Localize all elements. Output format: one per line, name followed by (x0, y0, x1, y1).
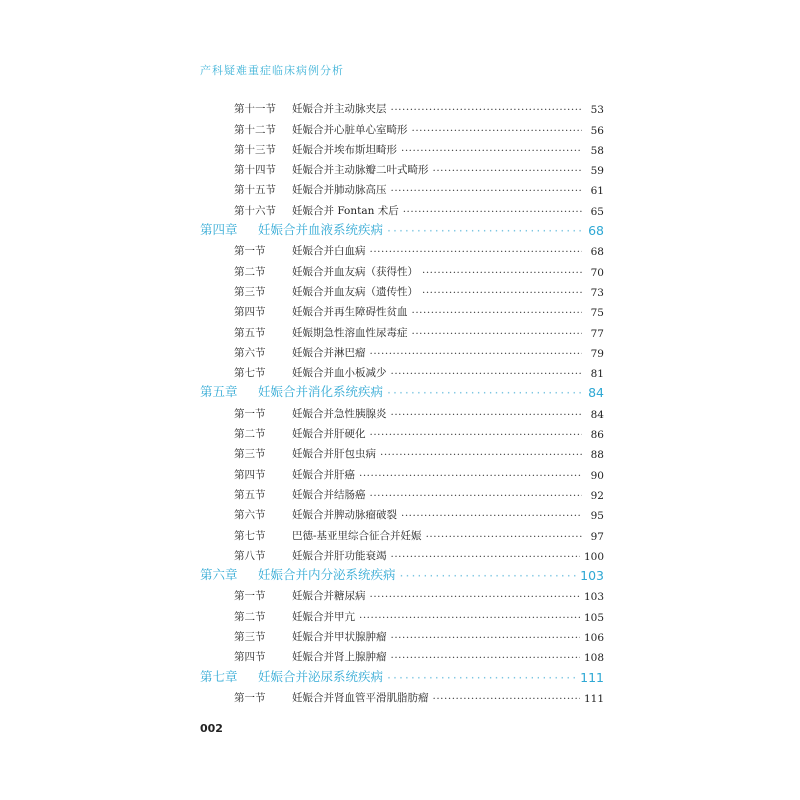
toc-entry-number: 第十五节 (234, 184, 276, 197)
toc-entry-title: 妊娠合并再生障碍性贫血 (292, 306, 408, 319)
toc-entry-title: 妊娠合并肾上腺肿瘤 (292, 651, 387, 664)
toc-entry-number: 第二节 (234, 428, 266, 441)
dot-leader (391, 551, 580, 563)
dot-leader (412, 307, 583, 319)
toc-entry-page: 103 (580, 568, 604, 584)
toc-entry-title: 妊娠合并内分泌系统疾病 (258, 567, 396, 583)
toc-entry-number: 第四章 (200, 222, 238, 238)
toc-section-entry (200, 421, 604, 441)
toc-entry-number: 第十二节 (234, 123, 276, 136)
toc-entry-page: 97 (590, 530, 604, 543)
toc-entry-title: 妊娠合并急性胰腺炎 (292, 407, 387, 420)
toc-entry-title: 妊娠合并血液系统疾病 (258, 222, 384, 238)
toc-entry-number: 第十六节 (234, 204, 276, 217)
toc-entry-number: 第五章 (200, 384, 238, 400)
toc-section-entry (200, 157, 604, 177)
toc-entry-page: 84 (590, 408, 604, 421)
toc-entry-page: 88 (590, 449, 604, 462)
toc-section-entry (200, 319, 604, 339)
toc-entry-number: 第一节 (234, 407, 266, 420)
toc-entry-title: 妊娠合并肝癌 (292, 468, 355, 481)
toc-entry-title: 妊娠合并血友病（遗传性） (292, 285, 418, 298)
toc-section-entry (200, 299, 604, 319)
dot-leader (391, 368, 583, 380)
toc-entry-title: 妊娠合并埃布斯坦畸形 (292, 143, 397, 156)
toc-entry-number: 第十一节 (234, 103, 276, 116)
toc-section-entry (200, 360, 604, 380)
toc-entry-title: 妊娠合并糖尿病 (292, 590, 366, 603)
dot-leader (391, 652, 580, 664)
toc-entry-number: 第十三节 (234, 143, 276, 156)
toc-section-entry (200, 116, 604, 136)
dot-leader (387, 670, 576, 685)
page-number: 002 (200, 722, 223, 735)
dot-leader (370, 591, 580, 603)
dot-leader (391, 104, 583, 116)
dot-leader (370, 490, 583, 502)
toc-entry-number: 第三节 (234, 285, 266, 298)
toc-section-entry (200, 177, 604, 197)
dot-leader (359, 612, 580, 624)
toc-entry-page: 106 (583, 632, 604, 645)
toc-entry-title: 妊娠合并甲亢 (292, 610, 355, 623)
toc-entry-number: 第五节 (234, 326, 266, 339)
toc-entry-number: 第三节 (234, 448, 266, 461)
toc-entry-title: 妊娠合并主动脉瓣二叶式畸形 (292, 164, 429, 177)
toc-section-entry (200, 543, 604, 563)
toc-entry-number: 第七章 (200, 668, 238, 684)
toc-entry-number: 第五节 (234, 488, 266, 501)
toc-section-entry (200, 644, 604, 664)
toc-entry-number: 第一节 (234, 691, 266, 704)
toc-entry-page: 86 (590, 429, 604, 442)
toc-entry-number: 第四节 (234, 306, 266, 319)
dot-leader (401, 510, 582, 522)
toc-entry-number: 第二节 (234, 265, 266, 278)
toc-section-entry (200, 96, 604, 116)
toc-entry-page: 58 (590, 144, 604, 157)
toc-section-entry (200, 197, 604, 217)
toc-entry-page: 61 (590, 185, 604, 198)
toc-section-entry (200, 441, 604, 461)
toc-entry-page: 68 (588, 223, 604, 239)
toc-entry-page: 81 (590, 368, 604, 381)
toc-entry-page: 92 (590, 489, 604, 502)
toc-entry-number: 第七节 (234, 367, 266, 380)
toc-entry-page: 56 (590, 124, 604, 137)
toc-section-entry (200, 603, 604, 623)
toc-entry-page: 79 (590, 347, 604, 360)
dot-leader (403, 206, 582, 218)
toc-entry-page: 103 (583, 591, 604, 604)
toc-entry-page: 105 (583, 611, 604, 624)
toc-entry-number: 第一节 (234, 590, 266, 603)
dot-leader (400, 568, 577, 583)
dot-leader (391, 632, 580, 644)
toc-entry-number: 第一节 (234, 245, 266, 258)
toc-chapter-entry (200, 563, 604, 583)
toc-entry-page: 100 (583, 550, 604, 563)
toc-entry-title: 妊娠合并肺动脉高压 (292, 184, 387, 197)
toc-section-entry (200, 522, 604, 542)
toc-entry-number: 第六章 (200, 567, 238, 583)
toc-entry-page: 53 (590, 104, 604, 117)
toc-entry-title: 妊娠合并心脏单心室畸形 (292, 123, 408, 136)
toc-entry-page: 73 (590, 286, 604, 299)
toc-entry-number: 第七节 (234, 529, 266, 542)
dot-leader (401, 145, 582, 157)
toc-entry-title: 巴德-基亚里综合征合并妊娠 (292, 529, 422, 542)
toc-entry-title: 妊娠合并白血病 (292, 245, 366, 258)
toc-entry-title: 妊娠合并脾动脉瘤破裂 (292, 509, 397, 522)
toc-entry-number: 第六节 (234, 346, 266, 359)
running-header: 产科疑难重症临床病例分析 (200, 64, 344, 77)
toc-section-entry (200, 137, 604, 157)
toc-section-entry (200, 279, 604, 299)
toc-section-entry (200, 340, 604, 360)
dot-leader (370, 246, 583, 258)
toc-entry-page: 77 (590, 327, 604, 340)
toc-entry-page: 70 (590, 266, 604, 279)
toc-entry-title: 妊娠合并血友病（获得性） (292, 265, 418, 278)
toc-entry-title: 妊娠合并泌尿系统疾病 (258, 668, 384, 684)
toc-entry-page: 111 (580, 669, 604, 685)
dot-leader (359, 470, 582, 482)
toc-chapter-entry (200, 664, 604, 684)
dot-leader (412, 125, 583, 137)
toc-entry-title: 妊娠合并主动脉夹层 (292, 103, 387, 116)
dot-leader (426, 531, 582, 543)
toc-section-entry (200, 502, 604, 522)
dot-leader (391, 185, 583, 197)
dot-leader (370, 429, 583, 441)
toc-section-entry (200, 624, 604, 644)
table-of-contents (200, 96, 604, 705)
toc-entry-number: 第十四节 (234, 164, 276, 177)
toc-entry-page: 68 (590, 246, 604, 259)
toc-entry-title: 妊娠合并结肠癌 (292, 488, 366, 501)
toc-section-entry (200, 482, 604, 502)
dot-leader (391, 409, 583, 421)
dot-leader (387, 385, 582, 400)
toc-entry-number: 第四节 (234, 468, 266, 481)
toc-entry-title: 妊娠合并肾血管平滑肌脂肪瘤 (292, 691, 429, 704)
toc-entry-title: 妊娠合并肝功能衰竭 (292, 549, 387, 562)
toc-entry-page: 84 (588, 385, 604, 401)
toc-section-entry (200, 685, 604, 705)
toc-entry-number: 第四节 (234, 651, 266, 664)
dot-leader (422, 287, 582, 299)
toc-entry-title: 妊娠合并消化系统疾病 (258, 384, 384, 400)
toc-entry-page: 111 (583, 692, 604, 705)
toc-entry-page: 95 (590, 510, 604, 523)
toc-entry-page: 59 (590, 165, 604, 178)
toc-entry-page: 65 (590, 205, 604, 218)
toc-section-entry (200, 238, 604, 258)
toc-entry-page: 108 (583, 652, 604, 665)
dot-leader (387, 223, 582, 238)
toc-entry-title: 妊娠合并甲状腺肿瘤 (292, 631, 387, 644)
toc-entry-number: 第六节 (234, 509, 266, 522)
toc-section-entry (200, 258, 604, 278)
toc-entry-title: 妊娠合并淋巴瘤 (292, 346, 366, 359)
toc-entry-page: 75 (590, 307, 604, 320)
dot-leader (370, 348, 583, 360)
dot-leader (412, 328, 583, 340)
dot-leader (380, 449, 582, 461)
toc-entry-title: 妊娠合并肝包虫病 (292, 448, 376, 461)
toc-entry-number: 第二节 (234, 610, 266, 623)
toc-chapter-entry (200, 380, 604, 400)
toc-entry-number: 第三节 (234, 631, 266, 644)
toc-entry-title: 妊娠期急性溶血性尿毒症 (292, 326, 408, 339)
toc-section-entry (200, 400, 604, 420)
toc-section-entry (200, 583, 604, 603)
dot-leader (433, 693, 580, 705)
dot-leader (422, 267, 582, 279)
toc-entry-title: 妊娠合并肝硬化 (292, 428, 366, 441)
dot-leader (433, 165, 583, 177)
toc-entry-title: 妊娠合并 Fontan 术后 (292, 204, 399, 217)
toc-entry-title: 妊娠合并血小板减少 (292, 367, 387, 380)
toc-entry-page: 90 (590, 469, 604, 482)
toc-chapter-entry (200, 218, 604, 238)
toc-entry-number: 第八节 (234, 549, 266, 562)
toc-section-entry (200, 461, 604, 481)
